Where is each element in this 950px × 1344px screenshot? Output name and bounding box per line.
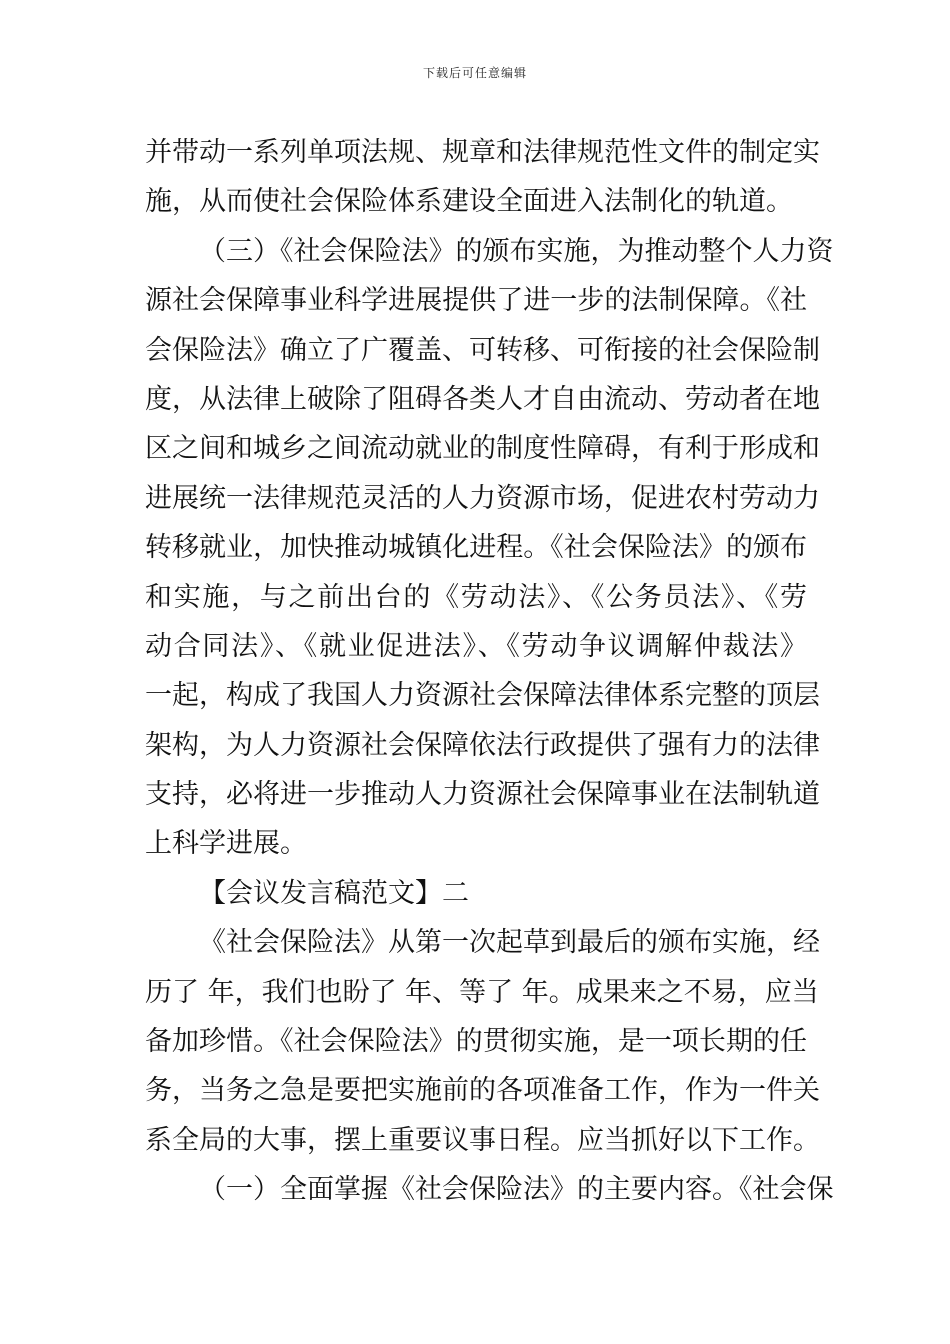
text-line: 支持，必将进一步推动人力资源社会保障事业在法制轨道 bbox=[145, 779, 820, 811]
text-line: 上科学进展。 bbox=[145, 828, 307, 860]
document-body bbox=[145, 128, 834, 1215]
text-line: 系全局的大事，摆上重要议事日程。应当抓好以下工作。 bbox=[145, 1124, 820, 1156]
text-line: （一）全面掌握《社会保险法》的主要内容。《社会保 bbox=[199, 1174, 834, 1206]
text-line: 《社会保险法》从第一次起草到最后的颁布实施，经 bbox=[199, 927, 820, 959]
text-line: 动合同法》、《就业促进法》、《劳动争议调解仲裁法》 bbox=[145, 630, 807, 662]
text-line: 转移就业，加快推动城镇化进程。《社会保险法》的颁布 bbox=[145, 532, 807, 564]
text-line: 架构，为人力资源社会保障依法行政提供了强有力的法律 bbox=[145, 729, 820, 761]
text-line: 并带动一系列单项法规、规章和法律规范性文件的制定实 bbox=[145, 137, 820, 168]
text-line: 会保险法》确立了广覆盖、可转移、可衔接的社会保险制 bbox=[145, 334, 820, 366]
text-line: 度，从法律上破除了阻碍各类人才自由流动、劳动者在地 bbox=[145, 383, 820, 415]
page-header: 下载后可任意编辑 bbox=[422, 66, 527, 80]
text-line: 历了 年，我们也盼了 年、等了 年。成果来之不易，应当 bbox=[145, 976, 819, 1008]
text-line: （三）《社会保险法》的颁布实施，为推动整个人力资 bbox=[199, 235, 834, 267]
text-line: 进展统一法律规范灵活的人力资源市场，促进农村劳动力 bbox=[145, 482, 820, 514]
text-line: 备加珍惜。《社会保险法》的贯彻实施，是一项长期的任 bbox=[145, 1026, 807, 1058]
section-heading: 【会议发言稿范文】二 bbox=[199, 877, 469, 909]
text-line: 区之间和城乡之间流动就业的制度性障碍，有利于形成和 bbox=[145, 433, 820, 465]
text-line: 施，从而使社会保险体系建设全面进入法制化的轨道。 bbox=[145, 186, 793, 218]
text-line: 务，当务之急是要把实施前的各项准备工作，作为一件关 bbox=[145, 1075, 820, 1107]
text-line: 和实施，与之前出台的《劳动法》、《公务员法》、《劳 bbox=[145, 581, 807, 613]
text-line: 源社会保障事业科学进展提供了进一步的法制保障。《社 bbox=[145, 285, 807, 317]
text-line: 一起，构成了我国人力资源社会保障法律体系完整的顶层 bbox=[145, 680, 820, 712]
